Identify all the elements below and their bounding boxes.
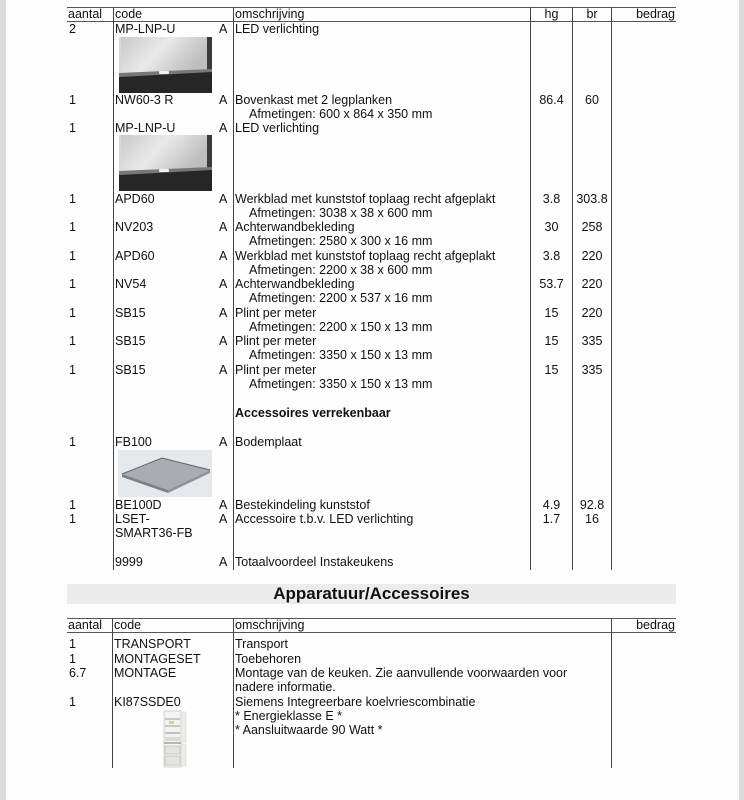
row-aantal: 1 [69, 121, 76, 135]
header-aantal: aantal [68, 7, 103, 21]
row-flag: A [219, 555, 228, 569]
row-br: 220 [581, 306, 603, 320]
row-code: TRANSPORT [114, 637, 191, 651]
row-code: BE100D [115, 498, 162, 512]
row-flag: A [219, 220, 228, 234]
page-margin-left [0, 0, 6, 800]
section-title: Apparatuur/Accessoires [273, 584, 470, 603]
row-hg: 86.4 [539, 93, 564, 107]
row-br: 220 [581, 277, 603, 291]
row-code: SB15 [115, 334, 146, 348]
row-dimensions: Afmetingen: 2580 x 300 x 16 mm [249, 234, 433, 248]
column-divider-bedrag [611, 618, 612, 768]
header-aantal: aantal [68, 618, 103, 632]
row-spec-energy: * Energieklasse E * [235, 709, 343, 723]
row-code: NV203 [115, 220, 154, 234]
row-description: Bestekindeling kunststof [235, 498, 370, 512]
row-hg: 15 [544, 334, 559, 348]
row-description: LED verlichting [235, 121, 320, 135]
row-dimensions: Afmetingen: 2200 x 150 x 13 mm [249, 320, 433, 334]
table2-top-border [67, 618, 676, 619]
header-hg: hg [544, 7, 559, 21]
fridge-freezer-image [160, 710, 188, 768]
row-description: Plint per meter [235, 334, 317, 348]
row-description: Bovenkast met 2 legplanken [235, 93, 393, 107]
column-divider-bedrag [611, 7, 612, 570]
column-divider-omschrijving [233, 618, 234, 768]
row-aantal: 1 [69, 363, 76, 377]
row-hg: 30 [544, 220, 559, 234]
row-hg: 15 [544, 306, 559, 320]
row-description: Plint per meter [235, 363, 317, 377]
row-flag: A [219, 192, 228, 206]
table2-header-border [67, 632, 676, 633]
bottom-plate-image [118, 450, 212, 497]
row-description: Bodemplaat [235, 435, 302, 449]
led-cabinet-image [119, 135, 212, 191]
row-code: KI87SSDE0 [114, 695, 181, 709]
row-description: Achterwandbekleding [235, 220, 355, 234]
section-header-band [67, 584, 676, 604]
row-code: MP-LNP-U [115, 22, 176, 36]
column-divider-code [113, 7, 114, 570]
section-subheading: Accessoires verrekenbaar [235, 406, 391, 420]
row-br: 258 [581, 220, 603, 234]
row-br: 92.8 [579, 498, 605, 512]
row-code: SB15 [115, 306, 146, 320]
row-aantal: 1 [69, 652, 76, 666]
row-description: Siemens Integreerbare koelvriescombinatie [235, 695, 476, 709]
row-flag: A [219, 435, 228, 449]
row-code: FB100 [115, 435, 152, 449]
column-divider-omschrijving [233, 7, 234, 570]
row-flag: A [219, 334, 228, 348]
row-dimensions: Afmetingen: 3350 x 150 x 13 mm [249, 348, 433, 362]
row-aantal: 6.7 [69, 666, 87, 680]
row-dimensions: Afmetingen: 3350 x 150 x 13 mm [249, 377, 433, 391]
row-aantal: 1 [69, 220, 76, 234]
row-description: Transport [235, 637, 289, 651]
led-cabinet-image [119, 37, 212, 93]
row-code: MP-LNP-U [115, 121, 176, 135]
row-dimensions: Afmetingen: 2200 x 38 x 600 mm [249, 263, 433, 277]
row-hg: 3.8 [542, 192, 561, 206]
row-description: LED verlichting [235, 22, 320, 36]
row-flag: A [219, 121, 228, 135]
header-omschrijving: omschrijving [235, 7, 305, 21]
row-flag: A [219, 93, 228, 107]
header-code: code [115, 7, 143, 21]
row-spec-power: * Aansluitwaarde 90 Watt * [235, 723, 383, 737]
row-aantal: 1 [69, 435, 76, 449]
row-dimensions: Afmetingen: 600 x 864 x 350 mm [249, 107, 433, 121]
row-br: 60 [585, 93, 599, 107]
row-aantal: 2 [69, 22, 76, 36]
row-aantal: 1 [69, 277, 76, 291]
row-code: APD60 [115, 249, 155, 263]
row-description: Werkblad met kunststof toplaag recht afgeplakt [235, 249, 496, 263]
row-aantal: 1 [69, 334, 76, 348]
row-code: 9999 [115, 555, 143, 569]
row-aantal: 1 [69, 306, 76, 320]
header-omschrijving: omschrijving [235, 618, 305, 632]
row-br: 335 [581, 334, 603, 348]
row-code: NW60-3 R [115, 93, 174, 107]
row-dimensions: Afmetingen: 3038 x 38 x 600 mm [249, 206, 433, 220]
header-bedrag: bedrag [636, 7, 675, 21]
row-aantal: 1 [69, 637, 76, 651]
row-br: 220 [581, 249, 603, 263]
row-flag: A [219, 498, 228, 512]
row-aantal: 1 [69, 498, 76, 512]
row-code: MONTAGESET [114, 652, 201, 666]
row-description: Toebehoren [235, 652, 302, 666]
scrollbar-track[interactable] [739, 0, 744, 800]
row-aantal: 1 [69, 192, 76, 206]
row-code: MONTAGE [114, 666, 177, 680]
row-flag: A [219, 249, 228, 263]
row-aantal: 1 [69, 512, 76, 526]
row-flag: A [219, 306, 228, 320]
row-hg: 4.9 [542, 498, 561, 512]
row-description: Accessoire t.b.v. LED verlichting [235, 512, 414, 526]
row-aantal: 1 [69, 695, 76, 709]
row-description: Plint per meter [235, 306, 317, 320]
row-description: Werkblad met kunststof toplaag recht afgeplakt [235, 192, 496, 206]
row-code: LSET- [115, 512, 150, 526]
row-aantal: 1 [69, 93, 76, 107]
row-dimensions: Afmetingen: 2200 x 537 x 16 mm [249, 291, 433, 305]
row-code-continued: SMART36-FB [115, 526, 193, 540]
row-br: 303.8 [576, 192, 608, 206]
row-description: Montage van de keuken. Zie aanvullende voorwaarden voor [235, 666, 568, 680]
row-flag: A [219, 277, 228, 291]
header-br: br [586, 7, 598, 21]
row-flag: A [219, 22, 228, 36]
row-description-continued: nadere informatie. [235, 680, 336, 694]
row-flag: A [219, 512, 228, 526]
row-br: 335 [581, 363, 603, 377]
header-code: code [114, 618, 142, 632]
row-code: SB15 [115, 363, 146, 377]
row-description: Achterwandbekleding [235, 277, 355, 291]
header-bedrag: bedrag [636, 618, 675, 632]
row-code: APD60 [115, 192, 155, 206]
row-flag: A [219, 363, 228, 377]
row-hg: 53.7 [539, 277, 564, 291]
row-hg: 3.8 [542, 249, 561, 263]
row-description: Totaalvoordeel Instakeukens [235, 555, 394, 569]
row-hg: 15 [544, 363, 559, 377]
row-br: 16 [585, 512, 599, 526]
row-code: NV54 [115, 277, 147, 291]
column-divider-code [112, 618, 113, 768]
row-aantal: 1 [69, 249, 76, 263]
row-hg: 1.7 [542, 512, 561, 526]
